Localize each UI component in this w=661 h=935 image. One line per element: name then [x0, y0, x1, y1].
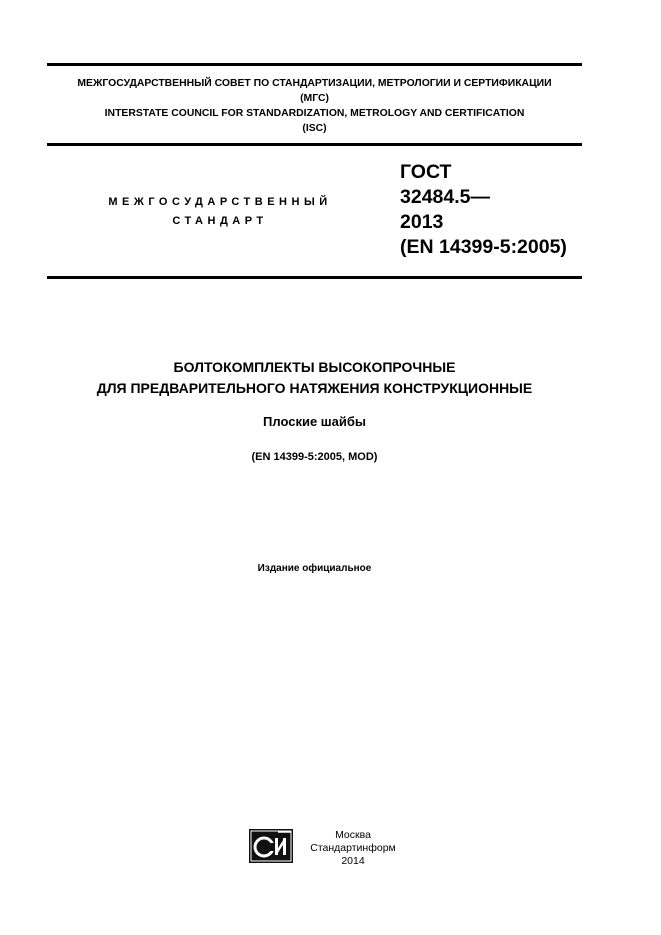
council-abbr-ru: (МГС) — [300, 93, 329, 104]
council-header — [47, 76, 582, 136]
designation-number: 32484.5— — [400, 186, 490, 208]
publisher-name: Стандартинформ — [310, 842, 396, 854]
standard-type-line1: МЕЖГОСУДАРСТВЕННЫЙ — [108, 196, 332, 208]
designation-reference: (EN 14399-5:2005) — [400, 236, 567, 258]
council-name-ru: МЕЖГОСУДАРСТВЕННЫЙ СОВЕТ ПО СТАНДАРТИЗАЦИИ, МЕТРОЛОГИИ И СЕРТИФИКАЦИИ — [77, 78, 552, 89]
title-line1: БОЛТОКОМПЛЕКТЫ ВЫСОКОПРОЧНЫЕ — [173, 359, 456, 375]
designation-year: 2013 — [400, 211, 444, 233]
standartinform-logo-icon — [249, 829, 293, 863]
equivalence-reference: (EN 14399-5:2005, MOD) — [251, 451, 378, 463]
standard-type-line2: СТАНДАРТ — [172, 215, 268, 227]
standard-designation — [400, 160, 567, 260]
document-subtitle: Плоские шайбы — [263, 414, 366, 429]
designation-prefix: ГОСТ — [400, 161, 452, 183]
publisher-city: Москва — [335, 829, 371, 841]
title-line2: ДЛЯ ПРЕДВАРИТЕЛЬНОГО НАТЯЖЕНИЯ КОНСТРУКЦИОННЫЕ — [96, 380, 533, 396]
standard-type — [80, 193, 360, 231]
council-abbr-en: (ISC) — [302, 123, 327, 134]
bottom-rule — [47, 276, 582, 279]
council-name-en: INTERSTATE COUNCIL FOR STANDARDIZATION, METROLOGY AND CERTIFICATION — [104, 108, 525, 119]
edition-note: Издание официальное — [257, 563, 372, 574]
document-title — [47, 357, 582, 399]
top-rule — [47, 63, 582, 66]
publisher-year: 2014 — [341, 855, 365, 867]
publisher-imprint — [303, 829, 403, 868]
middle-rule — [47, 143, 582, 146]
